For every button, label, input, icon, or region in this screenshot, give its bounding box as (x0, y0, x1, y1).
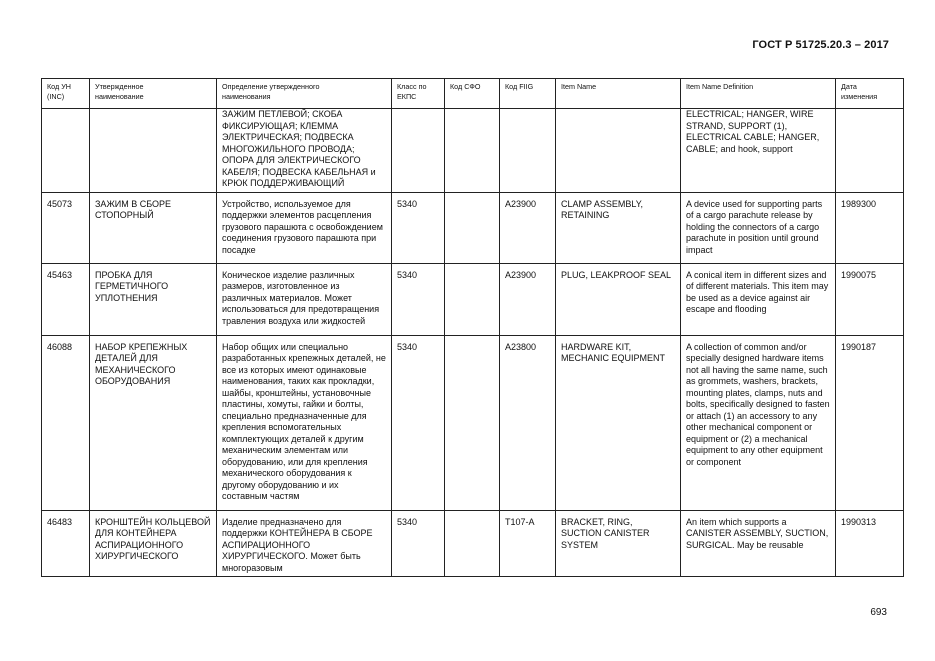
cell-approved-name: ЗАЖИМ В СБОРЕ СТОПОРНЫЙ (90, 192, 217, 263)
cell-definition: Коническое изделие различных размеров, изготовленное из различных материалов. Может использоваться для предотвращения травления воздуха или жидкостей (217, 263, 392, 335)
cell-date: 1989300 (836, 192, 904, 263)
cell-approved-name (90, 109, 217, 193)
cell-fiig: T107-A (500, 510, 556, 577)
column-header-sfo: Код СФО (445, 79, 500, 109)
document-header: ГОСТ Р 51725.20.3 – 2017 (752, 39, 889, 51)
cell-date: 1990313 (836, 510, 904, 577)
cell-definition: Набор общих или специально разработанных крепежных деталей, не все из которых имеют одинаковые наименования, таких как прокладки, шайбы, кронштейны, установочные пластины, хомуты, гайки и болты, специально предназначенные для крепления вспомогательных комплектующих деталей к другим механическим элементам или оборудованию, или для крепления механического оборудования к другому оборудованию и их составным частям (217, 335, 392, 510)
table-row (42, 335, 904, 510)
cell-inc: 45463 (42, 263, 90, 335)
table-row (42, 192, 904, 263)
cell-sfo (445, 192, 500, 263)
column-header-approved-name: Утвержденное наименование (90, 79, 217, 109)
cell-inc: 46483 (42, 510, 90, 577)
cell-sfo (445, 335, 500, 510)
cell-definition: Устройство, используемое для поддержки элементов расцепления грузового парашюта с освобождением соединения грузового парашюта при посадке (217, 192, 392, 263)
cell-date (836, 109, 904, 193)
cell-definition: ЗАЖИМ ПЕТЛЕВОЙ; СКОБА ФИКСИРУЮЩАЯ; КЛЕММА ЭЛЕКТРИЧЕСКАЯ; ПОДВЕСКА МНОГОЖИЛЬНОГО ПРОВОДА; ОПОРА ДЛЯ ЭЛЕКТРИЧЕСКОГО КАБЕЛЯ; ПОДВЕСКА КАБЕЛЬНАЯ и КРЮК ПОДДЕРЖИВАЮЩИЙ (217, 109, 392, 193)
cell-fiig: A23900 (500, 263, 556, 335)
cell-class: 5340 (392, 335, 445, 510)
cell-inc: 46088 (42, 335, 90, 510)
cell-date: 1990075 (836, 263, 904, 335)
cell-date: 1990187 (836, 335, 904, 510)
page-number: 693 (870, 607, 887, 618)
column-header-item-definition: Item Name Definition (681, 79, 836, 109)
cell-class: 5340 (392, 510, 445, 577)
cell-item-definition: A conical item in different sizes and of different materials. This item may be used as a device against air escape and flooding (681, 263, 836, 335)
cell-inc (42, 109, 90, 193)
column-header-definition: Определение утвержденного наименования (217, 79, 392, 109)
cell-class: 5340 (392, 263, 445, 335)
cell-item-name (556, 109, 681, 193)
specification-table (41, 78, 904, 577)
cell-fiig: A23800 (500, 335, 556, 510)
cell-fiig (500, 109, 556, 193)
cell-fiig: A23900 (500, 192, 556, 263)
cell-approved-name: КРОНШТЕЙН КОЛЬЦЕВОЙ ДЛЯ КОНТЕЙНЕРА АСПИРАЦИОННОГО ХИРУРГИЧЕСКОГО (90, 510, 217, 577)
column-header-fiig: Код FIIG (500, 79, 556, 109)
cell-item-name: HARDWARE KIT, MECHANIC EQUIPMENT (556, 335, 681, 510)
cell-item-definition: A device used for supporting parts of a cargo parachute release by holding the connectors of a cargo parachute in position until ground impact (681, 192, 836, 263)
cell-item-name: BRACKET, RING, SUCTION CANISTER SYSTEM (556, 510, 681, 577)
cell-item-definition: ELECTRICAL; HANGER, WIRE STRAND, SUPPORT (1), ELECTRICAL CABLE; HANGER, CABLE; and hook, support (681, 109, 836, 193)
table-row (42, 109, 904, 193)
cell-class: 5340 (392, 192, 445, 263)
cell-item-name: CLAMP ASSEMBLY, RETAINING (556, 192, 681, 263)
cell-class (392, 109, 445, 193)
column-header-class: Класс по ЕКПС (392, 79, 445, 109)
cell-sfo (445, 510, 500, 577)
cell-definition: Изделие предназначено для поддержки КОНТЕЙНЕРА В СБОРЕ АСПИРАЦИОННОГО ХИРУРГИЧЕСКОГО. Может быть многоразовым (217, 510, 392, 577)
cell-approved-name: НАБОР КРЕПЕЖНЫХ ДЕТАЛЕЙ ДЛЯ МЕХАНИЧЕСКОГО ОБОРУДОВАНИЯ (90, 335, 217, 510)
cell-item-name: PLUG, LEAKPROOF SEAL (556, 263, 681, 335)
cell-item-definition: A collection of common and/or specially designed hardware items not all having the same name, such as grommets, washers, brackets, mounting plates, clamps, nuts and bolts, specifically designed to fasten or attach (1) an accessory to any other mechanical component or equipment or (2) a mechanical equipment to any other equipment or component (681, 335, 836, 510)
column-header-inc: Код УН (INC) (42, 79, 90, 109)
table-row (42, 263, 904, 335)
table-header-row (42, 79, 904, 109)
table-row (42, 510, 904, 577)
cell-sfo (445, 263, 500, 335)
cell-approved-name: ПРОБКА ДЛЯ ГЕРМЕТИЧНОГО УПЛОТНЕНИЯ (90, 263, 217, 335)
cell-sfo (445, 109, 500, 193)
cell-item-definition: An item which supports a CANISTER ASSEMBLY, SUCTION, SURGICAL. May be reusable (681, 510, 836, 577)
column-header-item-name: Item Name (556, 79, 681, 109)
column-header-date: Дата изменения (836, 79, 904, 109)
cell-inc: 45073 (42, 192, 90, 263)
